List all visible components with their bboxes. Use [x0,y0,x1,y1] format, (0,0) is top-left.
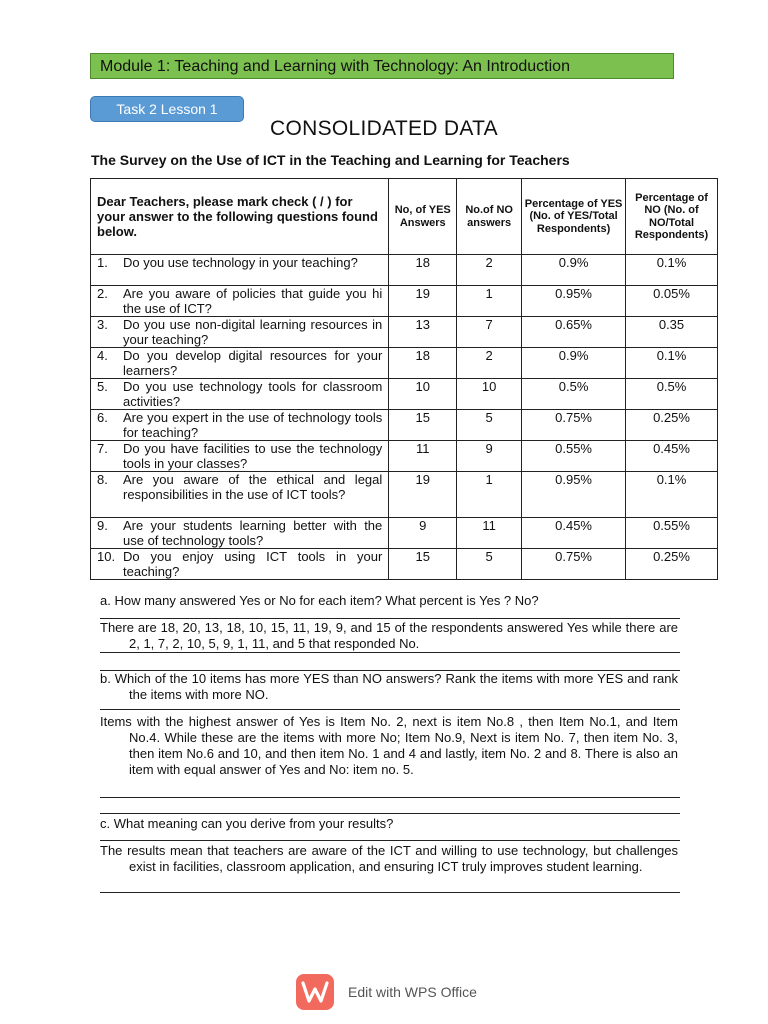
question-text: Do you enjoy using ICT tools in your teaching? [123,549,383,579]
question-number: 8. [97,472,108,487]
pct-yes-cell: 0.75% [522,549,626,580]
question-text: Do you develop digital resources for your learners? [123,348,383,378]
question-text: Are you aware of policies that guide you hi the use of ICT? [123,286,383,316]
divider [100,797,680,798]
answer-b: Items with the highest answer of Yes is Item No. 2, next is item No.8 , then Item No.1, and Item No.4. While these are the items with more No; Item No.9, Next is item No. 7, then item No. 3, then item No.6 and 10, and then item No. 1 and 4 and lastly, item No. 2 and 8. There is also an item with equal answer of Yes and No: item no. 5. [100,714,678,777]
question-cell [91,518,389,549]
pct-yes-cell: 0.45% [522,518,626,549]
table-row [91,317,718,348]
pct-no-cell: 0.05% [626,286,718,317]
header-pct-yes: Percentage of YES (No. of YES/Total Respondents) [522,179,626,255]
divider [100,840,680,841]
question-cell [91,549,389,580]
pct-yes-cell: 0.5% [522,379,626,410]
no-count-cell: 10 [457,379,522,410]
no-count-cell: 9 [457,441,522,472]
task-label: Task 2 Lesson 1 [90,96,244,122]
table-row [91,348,718,379]
pct-no-cell: 0.25% [626,549,718,580]
table-row [91,255,718,286]
question-text: Do you have facilities to use the technology tools in your classes? [123,441,383,471]
question-text: Are your students learning better with the use of technology tools? [123,518,383,548]
no-count-cell: 2 [457,348,522,379]
table-row [91,549,718,580]
table-row [91,379,718,410]
table-row [91,472,718,518]
no-count-cell: 1 [457,472,522,518]
question-text: Do you use technology tools for classroom activities? [123,379,383,409]
yes-count-cell: 15 [389,549,457,580]
question-text: Are you expert in the use of technology tools for teaching? [123,410,383,440]
question-cell [91,286,389,317]
question-number: 2. [97,286,108,301]
wps-footer[interactable] [296,974,477,1010]
yes-count-cell: 13 [389,317,457,348]
no-count-cell: 11 [457,518,522,549]
yes-count-cell: 11 [389,441,457,472]
question-text: Do you use non-digital learning resources in your teaching? [123,317,383,347]
question-a: a. How many answered Yes or No for each item? What percent is Yes ? No? [100,593,539,608]
question-number: 9. [97,518,108,533]
question-number: 6. [97,410,108,425]
wps-edit-label: Edit with WPS Office [348,984,477,1000]
table-body [91,255,718,580]
table-row [91,518,718,549]
question-c: c. What meaning can you derive from your results? [100,816,394,831]
pct-no-cell: 0.1% [626,255,718,286]
yes-count-cell: 9 [389,518,457,549]
yes-count-cell: 19 [389,472,457,518]
yes-count-cell: 15 [389,410,457,441]
survey-table [90,178,718,580]
pct-yes-cell: 0.65% [522,317,626,348]
pct-no-cell: 0.25% [626,410,718,441]
pct-no-cell: 0.35 [626,317,718,348]
question-cell [91,379,389,410]
yes-count-cell: 19 [389,286,457,317]
pct-yes-cell: 0.9% [522,348,626,379]
header-no-count: No.of NO answers [457,179,522,255]
no-count-cell: 5 [457,549,522,580]
no-count-cell: 1 [457,286,522,317]
answer-c: The results mean that teachers are aware of the ICT and willing to use technology, but challenges exist in facilities, classroom application, and ensuring ICT truly improves student learning. [100,843,678,874]
question-number: 4. [97,348,108,363]
question-number: 10. [97,549,116,564]
question-cell [91,317,389,348]
pct-no-cell: 0.5% [626,379,718,410]
pct-yes-cell: 0.75% [522,410,626,441]
divider [100,813,680,814]
yes-count-cell: 10 [389,379,457,410]
divider [100,652,680,653]
yes-count-cell: 18 [389,255,457,286]
question-number: 7. [97,441,108,456]
pct-yes-cell: 0.55% [522,441,626,472]
divider [100,709,680,710]
pct-no-cell: 0.1% [626,472,718,518]
wps-logo-icon [296,974,334,1010]
pct-no-cell: 0.1% [626,348,718,379]
answer-a: There are 18, 20, 13, 18, 10, 15, 11, 19, 9, and 15 of the respondents answered Yes while there are 2, 1, 7, 2, 10, 5, 9, 1, 11, and 5 that responded No. [100,620,678,651]
question-cell [91,255,389,286]
table-row [91,286,718,317]
question-text: Are you aware of the ethical and legal responsibilities in the use of ICT tools? [123,472,383,502]
question-number: 3. [97,317,108,332]
pct-yes-cell: 0.95% [522,472,626,518]
question-text: Do you use technology in your teaching? [123,255,358,270]
survey-title: The Survey on the Use of ICT in the Teaching and Learning for Teachers [91,152,570,168]
no-count-cell: 5 [457,410,522,441]
pct-yes-cell: 0.9% [522,255,626,286]
question-cell [91,348,389,379]
header-pct-no: Percentage of NO (No. of NO/Total Respondents) [626,179,718,255]
question-number: 5. [97,379,108,394]
table-row [91,441,718,472]
question-cell [91,410,389,441]
pct-no-cell: 0.55% [626,518,718,549]
page-title: CONSOLIDATED DATA [270,117,498,140]
question-cell [91,472,389,518]
question-cell [91,441,389,472]
question-number: 1. [97,255,108,270]
header-yes-count: No, of YES Answers [389,179,457,255]
yes-count-cell: 18 [389,348,457,379]
module-title: Module 1: Teaching and Learning with Technology: An Introduction [90,53,674,79]
divider [100,892,680,893]
no-count-cell: 7 [457,317,522,348]
question-b: b. Which of the 10 items has more YES than NO answers? Rank the items with more YES and rank the items with more NO. [100,671,678,702]
divider [100,618,680,619]
header-question: Dear Teachers, please mark check ( / ) for your answer to the following questions found below. [91,179,389,255]
pct-no-cell: 0.45% [626,441,718,472]
table-row [91,410,718,441]
pct-yes-cell: 0.95% [522,286,626,317]
no-count-cell: 2 [457,255,522,286]
